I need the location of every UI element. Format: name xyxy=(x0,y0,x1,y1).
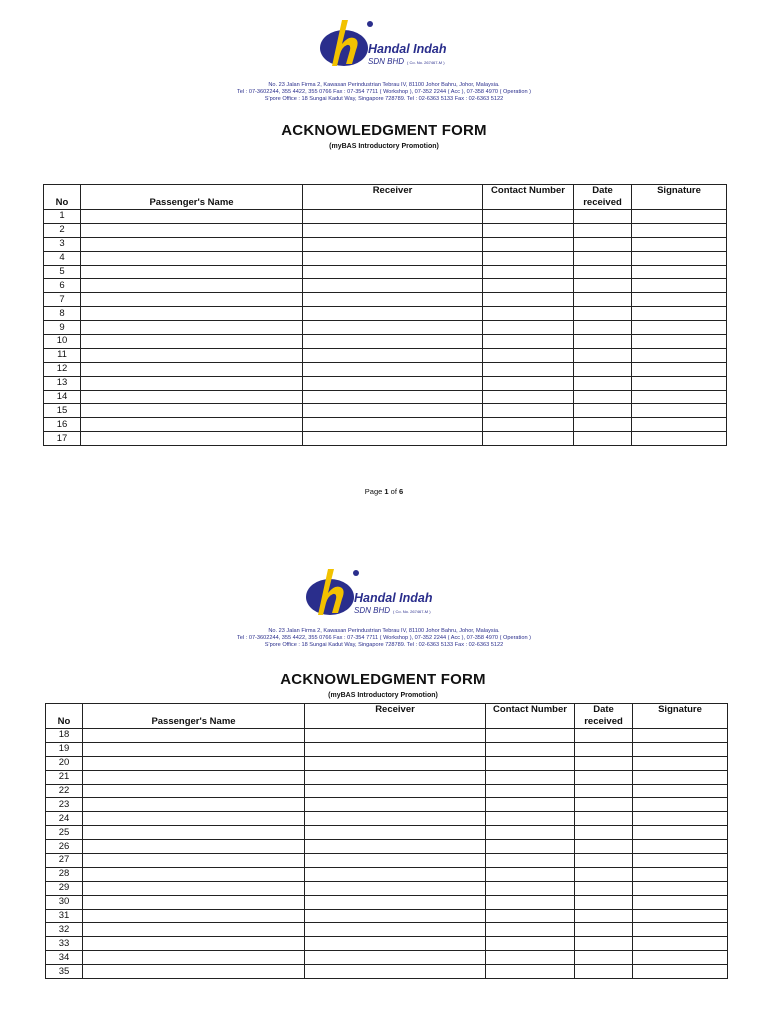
company-reg-no: ( Co. No. 267467-M ) xyxy=(393,609,431,614)
company-logo xyxy=(318,14,458,72)
contact-number-cell[interactable] xyxy=(486,909,575,923)
date-received-cell[interactable] xyxy=(574,251,632,265)
row-number: 27 xyxy=(46,854,83,868)
header-date-received: Date received xyxy=(575,704,633,729)
row-number: 18 xyxy=(46,729,83,743)
receiver-cell[interactable] xyxy=(305,784,486,798)
passenger-name-cell[interactable] xyxy=(83,798,305,812)
row-number: 2 xyxy=(44,223,81,237)
header-receiver: Receiver xyxy=(305,704,486,729)
table-row xyxy=(44,223,727,237)
header-signature: Signature xyxy=(632,185,727,210)
address-line-2: Tel : 07-3602244, 355 4422, 355 0766 Fax : 07-354 7711 ( Workshop ), 07-352 2244 ( Acc ), 07-358 4970 ( Operation ) xyxy=(237,635,531,642)
row-number: 12 xyxy=(44,362,81,376)
passenger-name-cell[interactable] xyxy=(83,812,305,826)
receiver-cell[interactable] xyxy=(305,965,486,979)
contact-number-cell[interactable] xyxy=(483,404,574,418)
signature-cell[interactable] xyxy=(632,418,727,432)
contact-number-cell[interactable] xyxy=(486,742,575,756)
contact-number-cell[interactable] xyxy=(486,937,575,951)
row-number: 23 xyxy=(46,798,83,812)
receiver-cell[interactable] xyxy=(305,742,486,756)
form-subtitle: (myBAS Introductory Promotion) xyxy=(328,692,438,699)
receiver-cell[interactable] xyxy=(305,937,486,951)
date-received-cell[interactable] xyxy=(575,729,633,743)
row-number: 5 xyxy=(44,265,81,279)
row-number: 30 xyxy=(46,895,83,909)
header-contact-number: Contact Number xyxy=(486,704,575,729)
contact-number-cell[interactable] xyxy=(486,840,575,854)
row-number: 1 xyxy=(44,210,81,224)
table-row xyxy=(46,895,728,909)
date-received-cell[interactable] xyxy=(575,895,633,909)
current-page: 1 xyxy=(384,487,389,496)
table-row xyxy=(44,362,727,376)
table-row xyxy=(46,881,728,895)
date-received-cell[interactable] xyxy=(575,937,633,951)
date-received-cell[interactable] xyxy=(574,293,632,307)
row-number: 9 xyxy=(44,321,81,335)
signature-cell[interactable] xyxy=(632,293,727,307)
signature-cell[interactable] xyxy=(632,335,727,349)
receiver-cell[interactable] xyxy=(305,923,486,937)
row-number: 16 xyxy=(44,418,81,432)
form-title: ACKNOWLEDGMENT FORM xyxy=(281,122,487,139)
table-row xyxy=(46,729,728,743)
contact-number-cell[interactable] xyxy=(486,812,575,826)
acknowledgment-table xyxy=(45,703,728,979)
signature-cell[interactable] xyxy=(633,951,728,965)
receiver-cell[interactable] xyxy=(305,909,486,923)
form-title: ACKNOWLEDGMENT FORM xyxy=(280,671,486,688)
table-row xyxy=(46,770,728,784)
passenger-name-cell[interactable] xyxy=(83,937,305,951)
row-number: 24 xyxy=(46,812,83,826)
passenger-name-cell[interactable] xyxy=(83,742,305,756)
table-row xyxy=(44,293,727,307)
signature-cell[interactable] xyxy=(633,742,728,756)
contact-number-cell[interactable] xyxy=(483,432,574,446)
date-received-cell[interactable] xyxy=(575,798,633,812)
address-line-3: S'pore Office : 18 Sungai Kadut Way, Singapore 728789. Tel : 02-6363 5133 Fax : 02-6363 5122 xyxy=(264,642,504,649)
receiver-cell[interactable] xyxy=(305,881,486,895)
signature-cell[interactable] xyxy=(633,881,728,895)
passenger-name-cell[interactable] xyxy=(83,909,305,923)
passenger-name-cell[interactable] xyxy=(81,307,303,321)
date-received-cell[interactable] xyxy=(575,965,633,979)
table-row xyxy=(46,951,728,965)
passenger-name-cell[interactable] xyxy=(83,770,305,784)
date-received-cell[interactable] xyxy=(575,909,633,923)
signature-cell[interactable] xyxy=(632,404,727,418)
table-row xyxy=(44,404,727,418)
signature-cell[interactable] xyxy=(633,729,728,743)
passenger-name-cell[interactable] xyxy=(81,376,303,390)
company-suffix: SDN BHD ( Co. No. 267467-M ) xyxy=(354,606,431,615)
row-number: 34 xyxy=(46,951,83,965)
row-number: 14 xyxy=(44,390,81,404)
date-received-cell[interactable] xyxy=(574,223,632,237)
signature-cell[interactable] xyxy=(633,840,728,854)
passenger-name-cell[interactable] xyxy=(83,756,305,770)
contact-number-cell[interactable] xyxy=(486,826,575,840)
date-received-cell[interactable] xyxy=(574,390,632,404)
contact-number-cell[interactable] xyxy=(483,210,574,224)
signature-cell[interactable] xyxy=(633,756,728,770)
receiver-cell[interactable] xyxy=(305,826,486,840)
date-received-cell[interactable] xyxy=(574,265,632,279)
receiver-cell[interactable] xyxy=(303,376,483,390)
receiver-cell[interactable] xyxy=(303,404,483,418)
passenger-name-cell[interactable] xyxy=(83,784,305,798)
signature-cell[interactable] xyxy=(633,867,728,881)
date-received-cell[interactable] xyxy=(575,840,633,854)
page-number: Page 1 of 6 xyxy=(364,487,404,496)
contact-number-cell[interactable] xyxy=(483,307,574,321)
row-number: 20 xyxy=(46,756,83,770)
header-no: No xyxy=(44,185,81,210)
row-number: 11 xyxy=(44,348,81,362)
header-date-received: Date received xyxy=(574,185,632,210)
contact-number-cell[interactable] xyxy=(486,784,575,798)
table-row xyxy=(46,840,728,854)
table-row xyxy=(46,742,728,756)
passenger-name-cell[interactable] xyxy=(81,237,303,251)
receiver-cell[interactable] xyxy=(303,432,483,446)
passenger-name-cell[interactable] xyxy=(83,923,305,937)
passenger-name-cell[interactable] xyxy=(81,390,303,404)
date-received-cell[interactable] xyxy=(575,854,633,868)
table-row xyxy=(44,251,727,265)
signature-cell[interactable] xyxy=(632,376,727,390)
receiver-cell[interactable] xyxy=(303,335,483,349)
date-received-cell[interactable] xyxy=(574,376,632,390)
receiver-cell[interactable] xyxy=(303,321,483,335)
row-number: 15 xyxy=(44,404,81,418)
table-row xyxy=(44,321,727,335)
signature-cell[interactable] xyxy=(632,237,727,251)
form-subtitle: (myBAS Introductory Promotion) xyxy=(329,143,439,150)
total-pages: 6 xyxy=(399,487,404,496)
row-number: 25 xyxy=(46,826,83,840)
company-reg-no: ( Co. No. 267467-M ) xyxy=(407,60,445,65)
table-row xyxy=(46,937,728,951)
passenger-name-cell[interactable] xyxy=(81,279,303,293)
contact-number-cell[interactable] xyxy=(486,923,575,937)
receiver-cell[interactable] xyxy=(305,756,486,770)
date-received-cell[interactable] xyxy=(574,404,632,418)
receiver-cell[interactable] xyxy=(305,895,486,909)
address-line-1: No. 23 Jalan Firma 2, Kawasan Perindustrian Tebrau IV, 81100 Johor Bahru, Johor, Malaysia. xyxy=(268,628,500,634)
date-received-cell[interactable] xyxy=(575,951,633,965)
row-number: 4 xyxy=(44,251,81,265)
table-header-row xyxy=(44,185,727,210)
passenger-name-cell[interactable] xyxy=(83,867,305,881)
contact-number-cell[interactable] xyxy=(483,293,574,307)
table-row xyxy=(46,784,728,798)
signature-cell[interactable] xyxy=(633,770,728,784)
signature-cell[interactable] xyxy=(633,909,728,923)
signature-cell[interactable] xyxy=(632,265,727,279)
company-name: Handal Indah xyxy=(354,591,433,605)
row-number: 32 xyxy=(46,923,83,937)
passenger-name-cell[interactable] xyxy=(83,881,305,895)
date-received-cell[interactable] xyxy=(574,321,632,335)
signature-cell[interactable] xyxy=(632,210,727,224)
row-number: 26 xyxy=(46,840,83,854)
contact-number-cell[interactable] xyxy=(486,854,575,868)
date-received-cell[interactable] xyxy=(575,881,633,895)
passenger-name-cell[interactable] xyxy=(81,335,303,349)
date-received-cell[interactable] xyxy=(575,742,633,756)
address-line-3: S'pore Office : 18 Sungai Kadut Way, Singapore 728789. Tel : 02-6363 5133 Fax : 02-6363 5122 xyxy=(264,96,504,103)
company-suffix: SDN BHD ( Co. No. 267467-M ) xyxy=(368,57,445,66)
date-received-cell[interactable] xyxy=(574,307,632,321)
date-received-cell[interactable] xyxy=(575,812,633,826)
address-line-1: No. 23 Jalan Firma 2, Kawasan Perindustrian Tebrau IV, 81100 Johor Bahru, Johor, Malaysia. xyxy=(268,82,500,88)
passenger-name-cell[interactable] xyxy=(81,265,303,279)
signature-cell[interactable] xyxy=(632,321,727,335)
table-row xyxy=(44,237,727,251)
row-number: 22 xyxy=(46,784,83,798)
date-received-cell[interactable] xyxy=(574,362,632,376)
signature-cell[interactable] xyxy=(632,348,727,362)
header-signature: Signature xyxy=(633,704,728,729)
receiver-cell[interactable] xyxy=(303,210,483,224)
row-number: 10 xyxy=(44,335,81,349)
table-row xyxy=(44,432,727,446)
date-received-cell[interactable] xyxy=(574,432,632,446)
row-number: 29 xyxy=(46,881,83,895)
receiver-cell[interactable] xyxy=(305,770,486,784)
table-row xyxy=(46,756,728,770)
table-row xyxy=(44,210,727,224)
signature-cell[interactable] xyxy=(632,223,727,237)
date-received-cell[interactable] xyxy=(575,756,633,770)
signature-cell[interactable] xyxy=(633,812,728,826)
contact-number-cell[interactable] xyxy=(486,965,575,979)
row-number: 31 xyxy=(46,909,83,923)
contact-number-cell[interactable] xyxy=(486,951,575,965)
passenger-name-cell[interactable] xyxy=(81,210,303,224)
row-number: 13 xyxy=(44,376,81,390)
row-number: 35 xyxy=(46,965,83,979)
signature-cell[interactable] xyxy=(632,362,727,376)
table-row xyxy=(44,335,727,349)
receiver-cell[interactable] xyxy=(303,362,483,376)
contact-number-cell[interactable] xyxy=(486,867,575,881)
header-receiver: Receiver xyxy=(303,185,483,210)
passenger-name-cell[interactable] xyxy=(81,223,303,237)
table-row xyxy=(44,390,727,404)
date-received-cell[interactable] xyxy=(574,237,632,251)
table-row xyxy=(44,279,727,293)
passenger-name-cell[interactable] xyxy=(81,404,303,418)
receiver-cell[interactable] xyxy=(303,307,483,321)
row-number: 19 xyxy=(46,742,83,756)
table-row xyxy=(44,376,727,390)
passenger-name-cell[interactable] xyxy=(81,432,303,446)
passenger-name-cell[interactable] xyxy=(83,965,305,979)
table-row xyxy=(44,307,727,321)
receiver-cell[interactable] xyxy=(305,798,486,812)
passenger-name-cell[interactable] xyxy=(81,362,303,376)
signature-cell[interactable] xyxy=(633,965,728,979)
signature-cell[interactable] xyxy=(633,798,728,812)
table-row xyxy=(46,923,728,937)
passenger-name-cell[interactable] xyxy=(83,854,305,868)
signature-cell[interactable] xyxy=(632,279,727,293)
signature-cell[interactable] xyxy=(632,251,727,265)
date-received-cell[interactable] xyxy=(575,826,633,840)
passenger-name-cell[interactable] xyxy=(81,251,303,265)
contact-number-cell[interactable] xyxy=(483,265,574,279)
company-logo xyxy=(304,563,444,621)
table-row xyxy=(44,265,727,279)
header-no: No xyxy=(46,704,83,729)
contact-number-cell[interactable] xyxy=(486,770,575,784)
address-line-2: Tel : 07-3602244, 355 4422, 355 0766 Fax : 07-354 7711 ( Workshop ), 07-352 2244 ( Acc ), 07-358 4970 ( Operation ) xyxy=(237,89,531,96)
row-number: 21 xyxy=(46,770,83,784)
contact-number-cell[interactable] xyxy=(483,376,574,390)
contact-number-cell[interactable] xyxy=(486,756,575,770)
row-number: 8 xyxy=(44,307,81,321)
receiver-cell[interactable] xyxy=(305,729,486,743)
signature-cell[interactable] xyxy=(633,895,728,909)
contact-number-cell[interactable] xyxy=(483,362,574,376)
passenger-name-cell[interactable] xyxy=(81,418,303,432)
passenger-name-cell[interactable] xyxy=(81,348,303,362)
contact-number-cell[interactable] xyxy=(483,251,574,265)
table-row xyxy=(46,854,728,868)
table-row xyxy=(46,965,728,979)
row-number: 33 xyxy=(46,937,83,951)
contact-number-cell[interactable] xyxy=(486,881,575,895)
passenger-name-cell[interactable] xyxy=(83,826,305,840)
acknowledgment-table xyxy=(43,184,727,446)
receiver-cell[interactable] xyxy=(305,854,486,868)
signature-cell[interactable] xyxy=(632,307,727,321)
row-number: 7 xyxy=(44,293,81,307)
date-received-cell[interactable] xyxy=(574,279,632,293)
contact-number-cell[interactable] xyxy=(483,335,574,349)
header-passenger-name: Passenger's Name xyxy=(81,185,303,210)
table-row xyxy=(46,798,728,812)
table-header-row xyxy=(46,704,728,729)
contact-number-cell[interactable] xyxy=(486,798,575,812)
company-address xyxy=(0,82,768,104)
contact-number-cell[interactable] xyxy=(483,237,574,251)
company-address xyxy=(0,628,768,650)
signature-cell[interactable] xyxy=(632,390,727,404)
contact-number-cell[interactable] xyxy=(483,418,574,432)
date-received-cell[interactable] xyxy=(575,770,633,784)
table-row xyxy=(46,812,728,826)
row-number: 17 xyxy=(44,432,81,446)
contact-number-cell[interactable] xyxy=(483,390,574,404)
receiver-cell[interactable] xyxy=(305,951,486,965)
table-row xyxy=(46,909,728,923)
table-row xyxy=(46,867,728,881)
signature-cell[interactable] xyxy=(633,923,728,937)
contact-number-cell[interactable] xyxy=(483,223,574,237)
row-number: 3 xyxy=(44,237,81,251)
company-name: Handal Indah xyxy=(368,42,447,56)
contact-number-cell[interactable] xyxy=(483,279,574,293)
receiver-cell[interactable] xyxy=(303,223,483,237)
row-number: 6 xyxy=(44,279,81,293)
receiver-cell[interactable] xyxy=(303,265,483,279)
passenger-name-cell[interactable] xyxy=(83,840,305,854)
signature-cell[interactable] xyxy=(633,854,728,868)
date-received-cell[interactable] xyxy=(574,348,632,362)
contact-number-cell[interactable] xyxy=(486,895,575,909)
signature-cell[interactable] xyxy=(633,937,728,951)
row-number: 28 xyxy=(46,867,83,881)
receiver-cell[interactable] xyxy=(303,293,483,307)
receiver-cell[interactable] xyxy=(303,348,483,362)
receiver-cell[interactable] xyxy=(305,840,486,854)
passenger-name-cell[interactable] xyxy=(81,321,303,335)
table-row xyxy=(46,826,728,840)
contact-number-cell[interactable] xyxy=(483,348,574,362)
header-contact-number: Contact Number xyxy=(483,185,574,210)
date-received-cell[interactable] xyxy=(574,418,632,432)
receiver-cell[interactable] xyxy=(303,237,483,251)
date-received-cell[interactable] xyxy=(575,867,633,881)
receiver-cell[interactable] xyxy=(305,812,486,826)
passenger-name-cell[interactable] xyxy=(83,729,305,743)
signature-cell[interactable] xyxy=(633,784,728,798)
table-row xyxy=(44,348,727,362)
receiver-cell[interactable] xyxy=(303,390,483,404)
receiver-cell[interactable] xyxy=(303,251,483,265)
date-received-cell[interactable] xyxy=(575,784,633,798)
passenger-name-cell[interactable] xyxy=(83,951,305,965)
contact-number-cell[interactable] xyxy=(486,729,575,743)
header-passenger-name: Passenger's Name xyxy=(83,704,305,729)
receiver-cell[interactable] xyxy=(303,279,483,293)
table-row xyxy=(44,418,727,432)
receiver-cell[interactable] xyxy=(305,867,486,881)
date-received-cell[interactable] xyxy=(575,923,633,937)
signature-cell[interactable] xyxy=(632,432,727,446)
date-received-cell[interactable] xyxy=(574,335,632,349)
passenger-name-cell[interactable] xyxy=(83,895,305,909)
receiver-cell[interactable] xyxy=(303,418,483,432)
date-received-cell[interactable] xyxy=(574,210,632,224)
contact-number-cell[interactable] xyxy=(483,321,574,335)
passenger-name-cell[interactable] xyxy=(81,293,303,307)
signature-cell[interactable] xyxy=(633,826,728,840)
